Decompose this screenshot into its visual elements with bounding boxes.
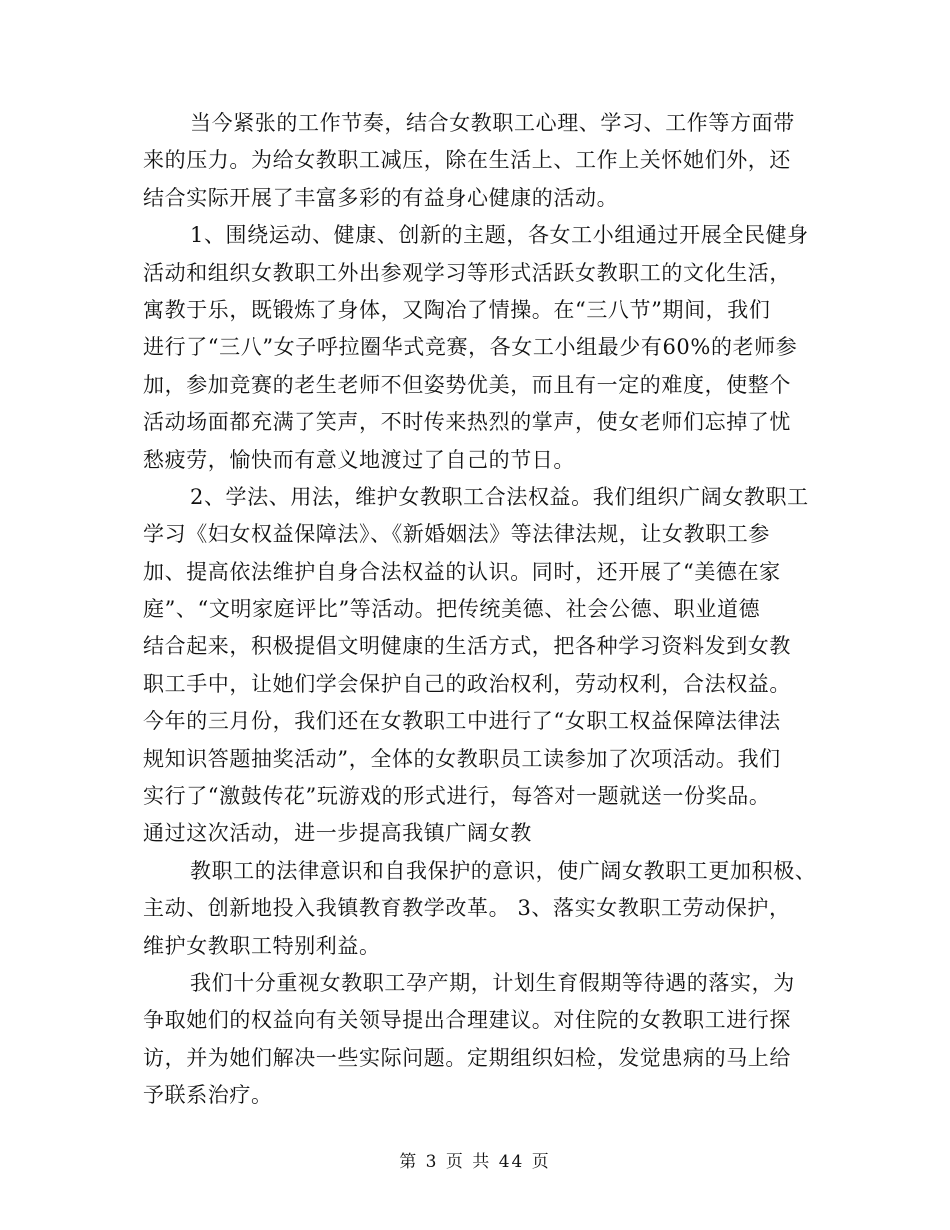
- text-line: 学习《妇女权益保障法》、《新婚姻法》等法律法规，让女教职工参: [143, 522, 770, 547]
- text-line: 加，参加竞赛的老生老师不但姿势优美，而且有一定的难度，使整个: [143, 372, 791, 397]
- page-number-footer: 第 3 页 共 44 页: [399, 1152, 551, 1172]
- paragraph-1: [143, 105, 823, 217]
- text-line: 寓教于乐，既锻炼了身体，又陶冶了情操。在“三八节”期间，我们: [143, 297, 771, 322]
- text-line: 结合起来，积极提倡文明健康的生活方式，把各种学习资料发到女教: [143, 634, 791, 659]
- paragraph-5: [143, 965, 823, 1115]
- text-line: 活动和组织女教职工外出参观学习等形式活跃女教职工的文化生活，: [143, 260, 791, 285]
- text-line: 职工手中，让她们学会保护自己的政治权利，劳动权利，合法权益。: [143, 671, 791, 696]
- text-line: 当今紧张的工作节奏，结合女教职工心理、学习、工作等方面带: [190, 111, 795, 135]
- text-line: 实行了“激鼓传花”玩游戏的形式进行，每答对一题就送一份奖品。: [143, 784, 771, 809]
- paragraph-4: [143, 853, 823, 965]
- text-line: 庭”、“文明家庭评比”等活动。把传统美德、社会公德、职业道德: [143, 597, 761, 622]
- text-line: 通过这次活动，进一步提高我镇广阔女教: [143, 821, 532, 846]
- text-line: 进行了“三八”女子呼拉圈华式竞赛，各女工小组最少有60%的老师参: [143, 335, 798, 360]
- text-line: 愁疲劳，愉快而有意义地渡过了自己的节日。: [143, 447, 575, 472]
- document-body: [143, 105, 823, 1115]
- text-line: 予联系治疗。: [143, 1083, 273, 1108]
- text-line: 1、围绕运动、健康、创新的主题，各女工小组通过开展全民健身: [190, 223, 809, 248]
- text-line: 加、提高依法维护自身合法权益的认识。同时，还开展了“美德在家: [143, 559, 781, 584]
- text-line: 活动场面都充满了笑声，不时传来热烈的掌声，使女老师们忘掉了忧: [143, 410, 791, 435]
- text-line: 维护女教职工特别利益。: [143, 933, 381, 958]
- text-line: 结合实际开展了丰富多彩的有益身心健康的活动。: [143, 185, 619, 210]
- paragraph-2: [143, 217, 823, 479]
- text-line: 规知识答题抽奖活动”，全体的女教职员工读参加了次项活动。我们: [143, 746, 781, 771]
- text-line: 争取她们的权益向有关领导提出合理建议。对住院的女教职工进行探: [143, 1008, 791, 1033]
- text-line: 来的压力。为给女教职工减压，除在生活上、工作上关怀她们外，还: [143, 148, 791, 173]
- text-line: 我们十分重视女教职工孕产期，计划生育假期等待遇的落实，为: [190, 970, 795, 995]
- text-line: 教职工的法律意识和自我保护的意识，使广阔女教职工更加积极、: [190, 858, 817, 883]
- paragraph-3: [143, 479, 823, 853]
- text-line: 今年的三月份，我们还在女教职工中进行了“女职工权益保障法律法: [143, 709, 781, 734]
- text-line: 2、学法、用法，维护女教职工合法权益。我们组织广阔女教职工: [190, 484, 809, 509]
- text-line: 访，并为她们解决一些实际问题。定期组织妇检，发觉患病的马上给: [143, 1045, 791, 1070]
- text-line: 主动、创新地投入我镇教育教学改革。 3、落实女教职工劳动保护，: [143, 896, 791, 921]
